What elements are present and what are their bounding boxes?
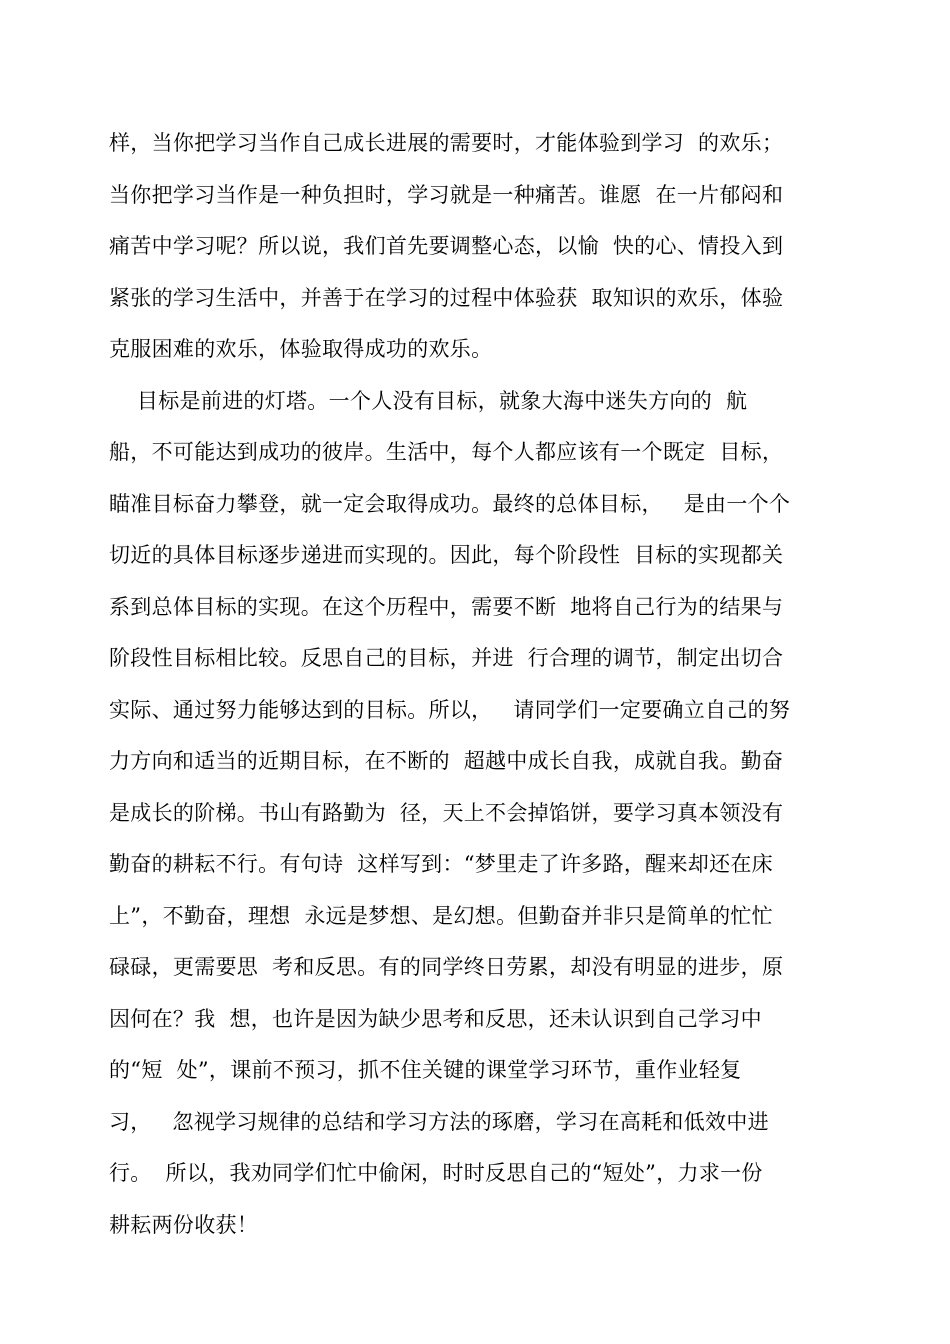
text-line: 目标是前进的灯塔。一个人没有目标，就象大海中迷失方向的 航 xyxy=(109,388,748,413)
text-line: 碌碌，更需要思 考和反思。有的同学终日劳累，却没有明显的进步，原 xyxy=(109,955,784,979)
text-line: 瞄准目标奋力攀登，就一定会取得成功。最终的总体目标， 是由一个个 xyxy=(109,491,791,516)
text-line: 样，当你把学习当作自己成长进展的需要时，才能体验到学习 的欢乐； xyxy=(109,131,784,155)
text-line: 的“短 处”，课前不预习，抓不住关键的课堂学习环节，重作业轻复 xyxy=(109,1058,742,1082)
body-text xyxy=(109,118,789,1251)
text-line: 实际、通过努力能够达到的目标。所以， 请同学们一定要确立自己的努 xyxy=(109,697,791,722)
text-line: 当你把学习当作是一种负担时，学习就是一种痛苦。谁愿 在一片郁闷和 xyxy=(109,182,784,207)
text-line: 行。 所以，我劝同学们忙中偷闲，时时反思自己的“短处”，力求一份 xyxy=(109,1161,763,1185)
text-line: 系到总体目标的实现。在这个历程中，需要不断 地将自己行为的结果与 xyxy=(109,594,784,619)
text-line: 勤奋的耕耘不行。有句诗 这样写到：“梦里走了许多路，醒来却还在床 xyxy=(109,852,773,876)
text-line: 因何在？我 想，也许是因为缺少思考和反思，还未认识到自己学习中 xyxy=(109,1006,762,1031)
text-line: 力方向和适当的近期目标，在不断的 超越中成长自我，成就自我。勤奋 xyxy=(109,749,784,773)
text-line: 紧张的学习生活中，并善于在学习的过程中体验获 取知识的欢乐，体验 xyxy=(109,285,784,310)
text-line: 上”，不勤奋，理想 永远是梦想、是幻想。但勤奋并非只是简单的忙忙 xyxy=(109,903,773,928)
text-line: 阶段性目标相比较。反思自己的目标，并进 行合理的调节，制定出切合 xyxy=(109,646,784,670)
text-line: 习， 忽视学习规律的总结和学习方法的琢磨，学习在高耗和低效中进 xyxy=(109,1109,769,1134)
text-line: 船，不可能达到成功的彼岸。生活中，每个人都应该有一个既定 目标， xyxy=(109,440,784,464)
text-line: 克服困难的欢乐，体验取得成功的欢乐。 xyxy=(109,337,493,361)
text-line: 耕耘两份收获！ xyxy=(109,1212,259,1237)
text-line: 是成长的阶梯。书山有路勤为 径，天上不会掉馅饼，要学习真本领没有 xyxy=(109,800,784,825)
text-line: 痛苦中学习呢？所以说，我们首先要调整心态，以愉 快的心、情投入到 xyxy=(109,234,784,258)
text-line: 切近的具体目标逐步递进而实现的。因此，每个阶段性 目标的实现都关 xyxy=(109,543,784,567)
